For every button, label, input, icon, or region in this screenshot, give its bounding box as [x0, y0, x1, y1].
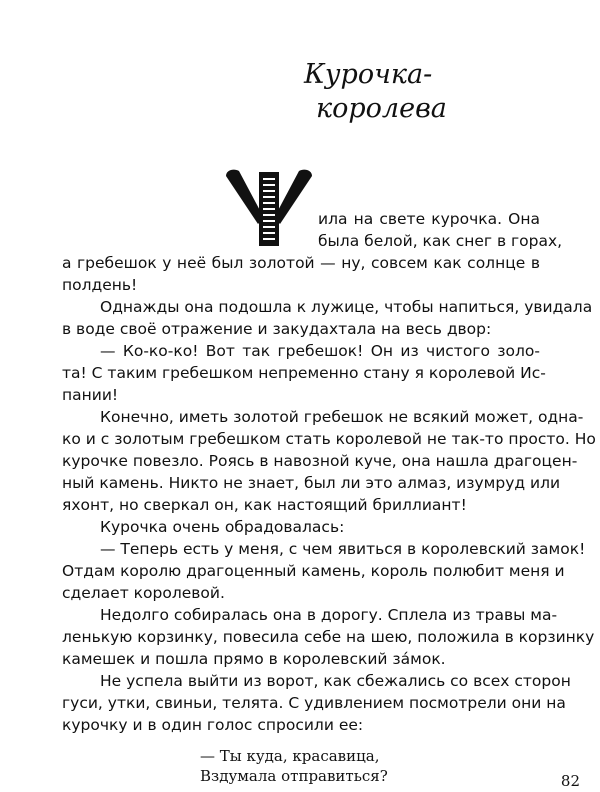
- text-line: Недолго собиралась она в дорогу. Сплела из травы ма-: [100, 606, 558, 624]
- text-line: Конечно, иметь золотой гребешок не всякий может, одна-: [100, 408, 584, 426]
- text-line: Однажды она подошла к лужице, чтобы напиться, увидала: [100, 298, 593, 316]
- text-line: ный камень. Никто не знает, был ли это алмаз, изумруд или: [62, 474, 561, 492]
- text-line: — Теперь есть у меня, с чем явиться в королевский замок!: [100, 540, 586, 558]
- text-line: камешек и пошла прямо в королевский за́мок.: [62, 650, 446, 668]
- text-line: курочке повезло. Роясь в навозной куче, она нашла драгоцен-: [62, 452, 578, 470]
- title-line-2: королева: [316, 93, 447, 124]
- text-line: ленькую корзинку, повесила себе на шею, положила в корзинку: [62, 628, 595, 646]
- text-line: Не успела выйти из ворот, как сбежались со всех сторон: [100, 672, 571, 690]
- page-number: 82: [560, 772, 580, 790]
- text-line: гуси, утки, свиньи, телята. С удивлением посмотрели они на: [62, 694, 566, 712]
- text-line: ила на свете курочка. Она: [318, 210, 540, 228]
- text-line: та! С таким гребешком непременно стану я королевой Ис-: [62, 364, 546, 382]
- text-line: яхонт, но сверкал он, как настоящий бриллиант!: [62, 496, 467, 514]
- story-title: [304, 58, 504, 126]
- verse-line-1: — Ты куда, красавица,: [200, 747, 380, 765]
- text-line: в воде своё отражение и закудахтала на весь двор:: [62, 320, 492, 338]
- text-line: пании!: [62, 386, 119, 404]
- text-line: Курочка очень обрадовалась:: [100, 518, 345, 536]
- text-line: полдень!: [62, 276, 138, 294]
- text-line: курочку и в один голос спросили ее:: [62, 716, 364, 734]
- title-line-1: Курочка-: [304, 59, 433, 90]
- text-line: а гребешок у неё был золотой — ну, совсем как солнце в: [62, 254, 540, 272]
- text-line: ко и с золотым гребешком стать королевой не так-то просто. Но: [62, 430, 596, 448]
- text-line: была белой, как снег в горах,: [318, 232, 563, 250]
- text-line: сделает королевой.: [62, 584, 225, 602]
- verse-line-2: Вздумала отправиться?: [200, 767, 388, 785]
- text-line: — Ко-ко-ко! Вот так гребешок! Он из чистого золо-: [100, 342, 540, 360]
- drop-cap-zhe-icon: [224, 168, 314, 248]
- text-line: Отдам королю драгоценный камень, король полюбит меня и: [62, 562, 565, 580]
